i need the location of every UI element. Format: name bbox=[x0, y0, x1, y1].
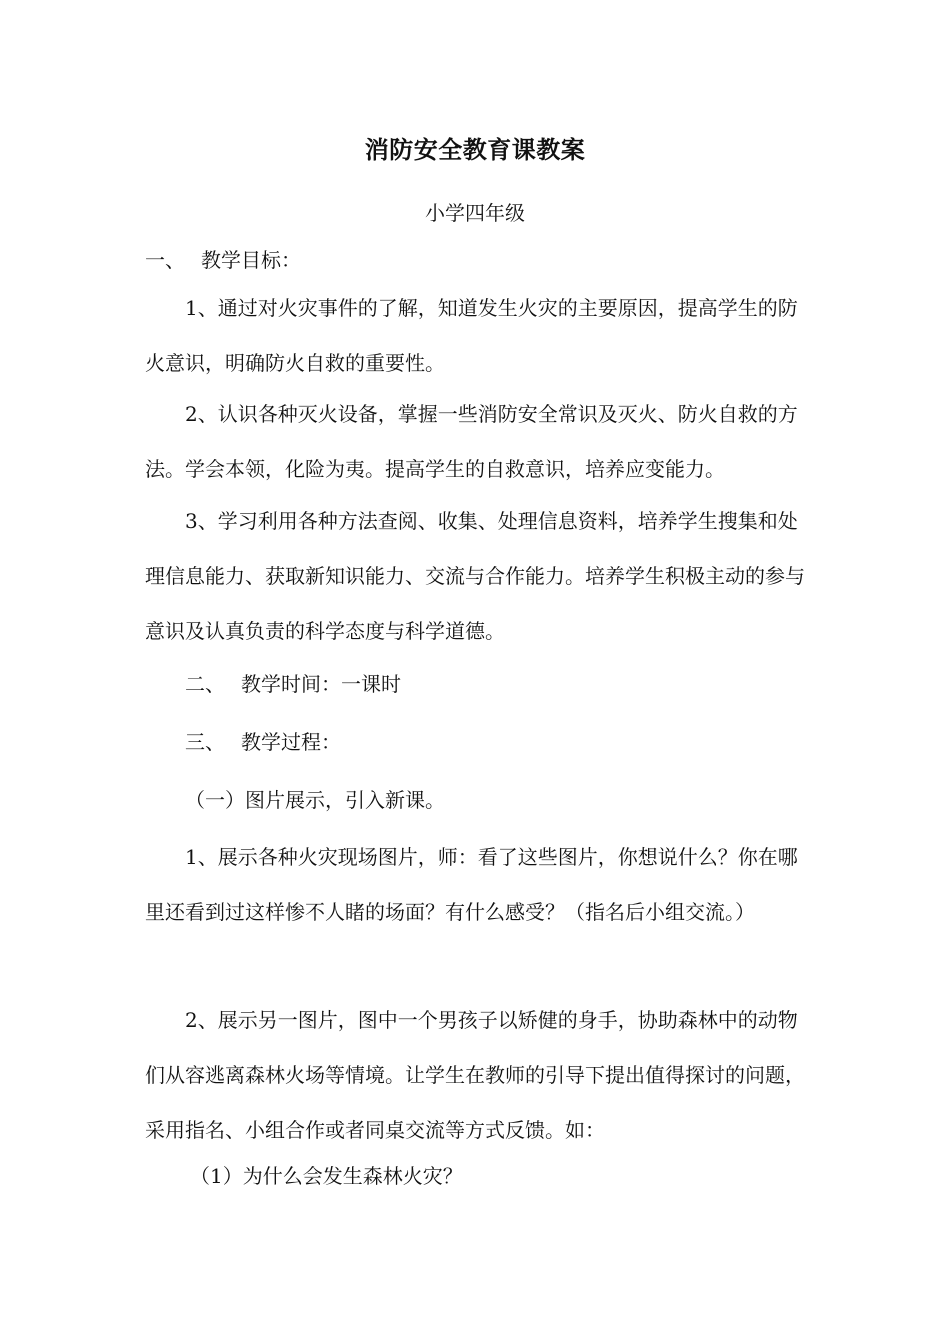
section-title: 教学目标： bbox=[201, 248, 301, 272]
document-title: 消防安全教育课教案 bbox=[364, 135, 586, 164]
section-number: 二、 bbox=[185, 672, 225, 696]
goal-paragraph: 3、学习利用各种方法查阅、收集、处理信息资料，培养学生搜集和处理信息能力、获取新知识能力、交流与合作能力。培养学生积极主动的参与意识及认真负责的科学态度与科学道德。 bbox=[145, 509, 805, 643]
section-number: 一、 bbox=[145, 248, 185, 272]
section-heading-time bbox=[185, 666, 401, 702]
section-heading-goals bbox=[145, 242, 301, 278]
goal-paragraph: 1、通过对火灾事件的了解，知道发生火灾的主要原因，提高学生的防火意识，明确防火自救的重要性。 bbox=[145, 296, 798, 375]
question-item: （1）为什么会发生森林火灾？ bbox=[190, 1164, 463, 1188]
section-title: 教学过程： bbox=[241, 730, 341, 754]
part-heading: （一）图片展示，引入新课。 bbox=[185, 788, 445, 812]
goal-paragraph: 2、认识各种灭火设备，掌握一些消防安全常识及灭火、防火自救的方法。学会本领，化险为夷。提高学生的自救意识，培养应变能力。 bbox=[145, 402, 798, 481]
section-heading-process bbox=[185, 724, 341, 760]
section-title: 教学时间：一课时 bbox=[241, 672, 401, 696]
step-paragraph: 2、展示另一图片，图中一个男孩子以矫健的身手，协助森林中的动物们从容逃离森林火场等情境。让学生在教师的引导下提出值得探讨的问题，采用指名、小组合作或者同桌交流等方式反馈。如： bbox=[145, 1008, 805, 1142]
document-subtitle: 小学四年级 bbox=[425, 201, 525, 225]
step-paragraph: 1、展示各种火灾现场图片，师：看了这些图片，你想说什么？你在哪里还看到过这样惨不人睹的场面？有什么感受？（指名后小组交流。） bbox=[145, 845, 798, 924]
section-number: 三、 bbox=[185, 730, 225, 754]
